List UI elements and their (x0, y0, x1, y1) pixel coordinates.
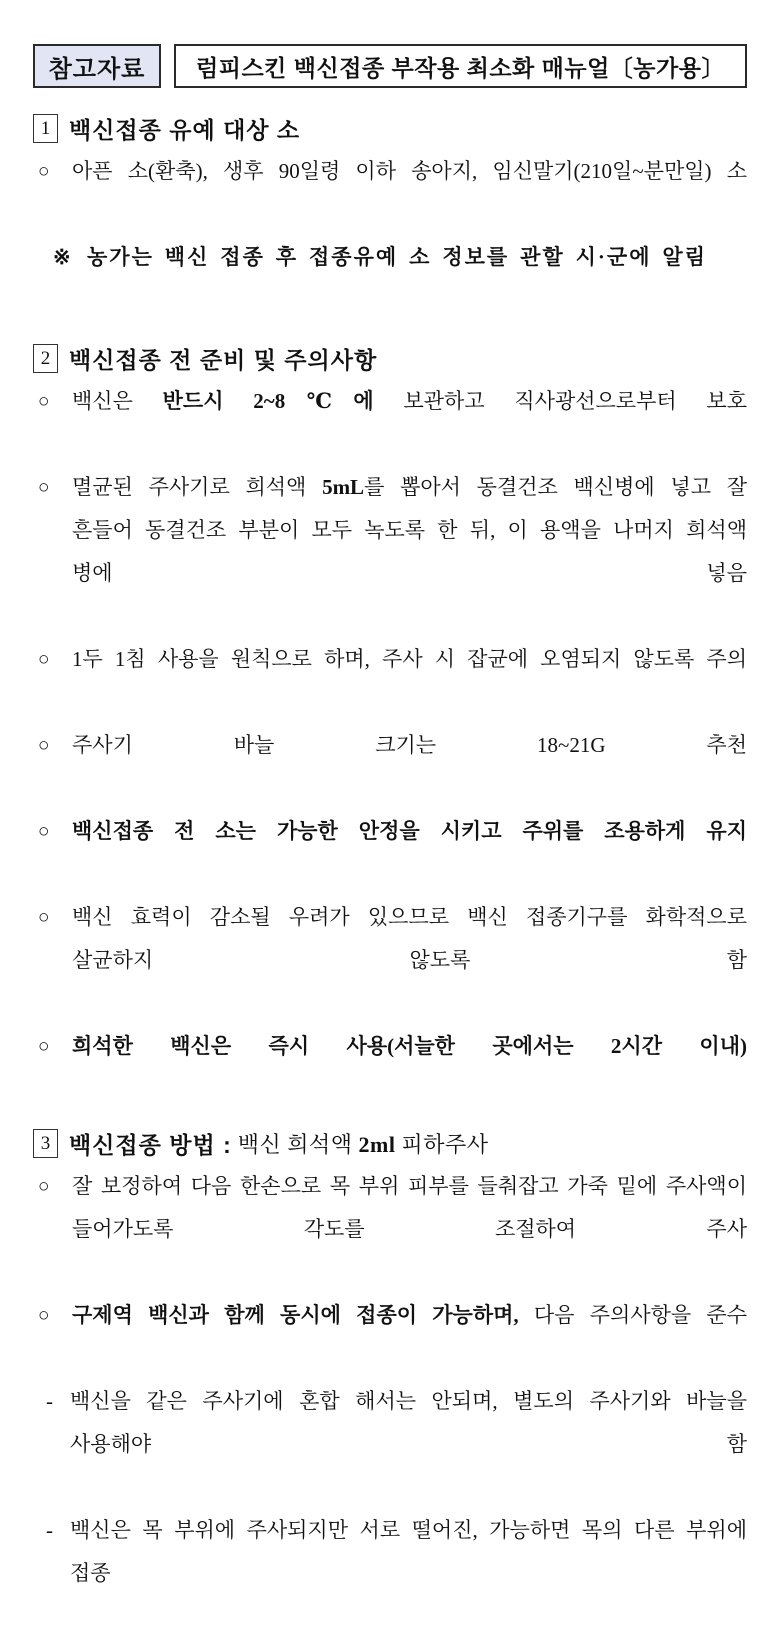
section-heading-2 (33, 342, 747, 374)
section-title: 백신접종 유예 대상 소 (69, 116, 301, 143)
circle-bullet-marker: ○ (38, 391, 50, 412)
document-page (0, 44, 780, 1638)
note-marker: ※ (53, 245, 71, 269)
item-text: 1두 1침 사용을 원칙으로 하며, 주사 시 잡균에 오염되지 않도록 주의 (72, 647, 747, 671)
item-text: 백신은 반드시 2~8℃에 보관하고 직사광선으로부터 보호 (72, 389, 748, 413)
section-1-items (33, 150, 747, 322)
page-title: 럼피스킨 백신접종 부작용 최소화 매뉴얼〔농가용〕 (174, 44, 747, 88)
item-text: 아픈 소(환축), 생후 90일령 이하 송아지, 임신말기(210일~분만일) 소 (72, 159, 747, 183)
list-item (33, 466, 747, 638)
note-item (33, 236, 747, 322)
list-item (33, 1294, 747, 1380)
item-text: 백신접종 전 소는 가능한 안정을 시키고 주위를 조용하게 유지 (72, 819, 747, 843)
dash-marker: - (46, 1389, 53, 1413)
section-title: 백신접종 방법 : (69, 1131, 232, 1158)
item-text: 희석한 백신은 즉시 사용(서늘한 곳에서는 2시간 이내) (72, 1034, 747, 1058)
circle-bullet-marker: ○ (38, 161, 50, 182)
sub-list-item (33, 1509, 747, 1638)
list-item (33, 150, 747, 236)
section-heading-1 (33, 112, 747, 144)
section-2-items (33, 380, 747, 1111)
document-header (33, 44, 747, 88)
item-text: 백신을 같은 주사기에 혼합 해서는 안되며, 별도의 주사기와 바늘을 사용해야 함 (70, 1389, 747, 1456)
circle-bullet-marker: ○ (38, 1036, 50, 1057)
circle-bullet-marker: ○ (38, 477, 50, 498)
item-text: 백신은 목 부위에 주사되지만 서로 떨어진, 가능하면 목의 다른 부위에 접종 (70, 1518, 747, 1585)
circle-bullet-marker: ○ (38, 735, 50, 756)
section-title: 백신접종 전 준비 및 주의사항 (69, 346, 378, 373)
circle-bullet-marker: ○ (38, 821, 50, 842)
item-text: 구제역 백신과 함께 동시에 접종이 가능하며, 다음 주의사항을 준수 (72, 1303, 748, 1327)
section-heading-3 (33, 1127, 747, 1159)
section-3-items (33, 1165, 747, 1638)
item-text: 잘 보정하여 다음 한손으로 목 부위 피부를 들춰잡고 가죽 밑에 주사액이 들어가도록 각도를 조절하여 주사 (72, 1174, 747, 1241)
item-text: 백신 효력이 감소될 우려가 있으므로 백신 접종기구를 화학적으로 살균하지 않도록 함 (72, 905, 747, 972)
circle-bullet-marker: ○ (38, 649, 50, 670)
list-item (33, 810, 747, 896)
sub-list-item (33, 1380, 747, 1509)
reference-badge: 참고자료 (33, 44, 161, 88)
item-text: 멸균된 주사기로 희석액 5mL를 뽑아서 동결건조 백신병에 넣고 잘 흔들어 동결건조 부분이 모두 녹도록 한 뒤, 이 용액을 나머지 희석액 병에 넣음 (72, 475, 748, 585)
list-item (33, 380, 747, 466)
list-item (33, 638, 747, 724)
list-item (33, 1165, 747, 1294)
item-text: 농가는 백신 접종 후 접종유예 소 정보를 관할 시·군에 알림 (87, 245, 707, 269)
section-title-rest: 백신 희석액 2ml 피하주사 (237, 1131, 489, 1157)
section-number: 3 (33, 1129, 58, 1158)
section-number: 2 (33, 344, 58, 373)
section-number: 1 (33, 114, 58, 143)
circle-bullet-marker: ○ (38, 907, 50, 928)
dash-marker: - (46, 1518, 53, 1542)
circle-bullet-marker: ○ (38, 1176, 50, 1197)
list-item (33, 1025, 747, 1111)
circle-bullet-marker: ○ (38, 1305, 50, 1326)
item-text: 주사기 바늘 크기는 18~21G 추천 (72, 733, 747, 757)
list-item (33, 896, 747, 1025)
list-item (33, 724, 747, 810)
